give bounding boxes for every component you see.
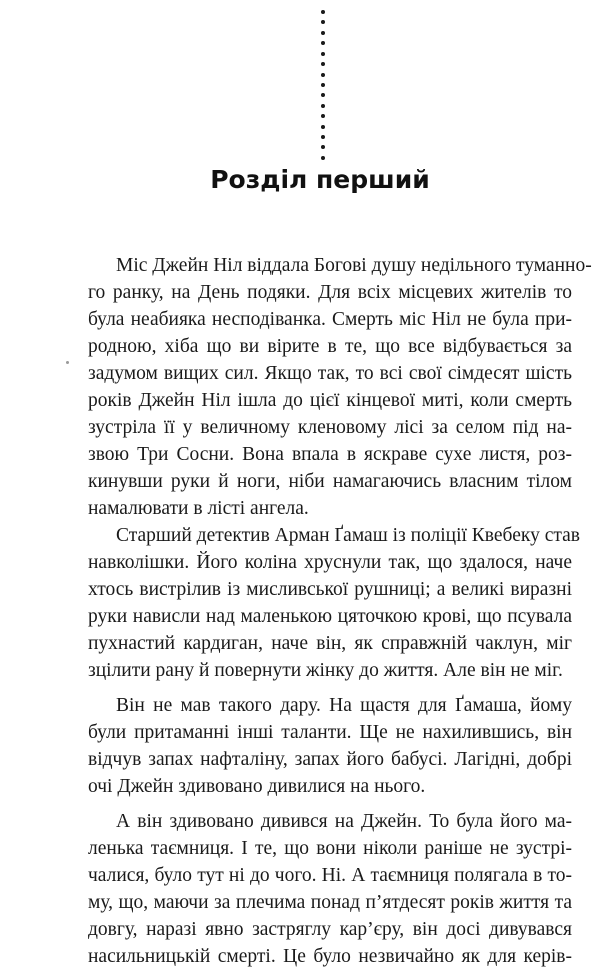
text-line: насильницькій смерті. Це було незвичайно як для керів- [88,946,572,967]
text-line: зустріла її у величному кленовому лісі за селом під на- [88,417,572,438]
text-line: намалювати в лісті ангела. [88,498,309,519]
dot [321,83,325,87]
text-line: була неабияка несподіванка. Смерть міс Ніл не була при- [88,309,572,330]
paragraph-gap [88,684,572,692]
dot [321,73,325,77]
dot [321,20,325,24]
dot [321,41,325,45]
text-line: зцілити рану й повернути жінку до життя. Але він не міг. [88,660,563,681]
dot [321,104,325,108]
dot [321,31,325,35]
text-line: навколішки. Його коліна хруснули так, що здалося, наче [88,552,572,573]
dot [321,10,325,14]
text-line: Він не мав такого дару. На щастя для Ґамаша, йому [116,695,572,716]
chapter-title: Розділ перший [210,165,430,194]
text-line: Старший детектив Арман Ґамаш із поліції Квебеку став [116,525,580,546]
paragraph-gap [88,800,572,808]
dot [321,135,325,139]
text-line: му, що, маючи за плечима понад п’ятдесят років життя та [88,892,572,913]
dot [321,62,325,66]
text-line: А він здивовано дивився на Джейн. То була його ма- [116,811,572,832]
text-line: років Джейн Ніл ішла до цієї кінцевої миті, коли смерть [88,390,572,411]
text-line: довгу, наразі явно застряглу кар’єру, він досі дивувався [88,919,572,940]
text-line: Міс Джейн Ніл віддала Богові душу недільного туманно- [116,255,592,276]
text-line: го ранку, на День подяки. Для всіх місцевих жителів то [88,282,572,303]
text-line: руки нависли над маленькою цяточкою крові, що псувала [88,606,572,627]
decorative-dotted-line [320,10,326,160]
body-text [88,252,592,970]
text-line: були притаманні інші таланти. Ще не нахилившись, він [88,722,572,743]
text-line: звою Три Сосни. Вона впала в яскраве сухе листя, роз- [88,444,572,465]
text-line: відчув запах нафталіну, запах його бабусі. Лагідні, добрі [88,749,572,770]
text-line: хтось вистрілив із мисливської рушниці; а великі виразні [88,579,572,600]
text-line: очі Джейн здивовано дивилися на нього. [88,776,426,797]
text-line: задумом вищих сил. Якщо так, то всі свої сімдесят шість [88,363,572,384]
dot [321,93,325,97]
text-line: чалися, було тут ні до чого. Ні. А таємниця полягала в то- [88,865,572,886]
text-line: родною, хіба що ви вірите в те, що все відбувається за [88,336,572,357]
print-speck [66,361,69,364]
dot [321,52,325,56]
text-line: кинувши руки й ноги, ніби намагаючись власним тілом [88,471,572,492]
text-line: ленька таємниця. І те, що вони ніколи раніше не зустрі- [88,838,572,859]
dot [321,125,325,129]
dot [321,114,325,118]
dot [321,145,325,149]
text-line: пухнастий кардиган, наче він, як справжній чаклун, міг [88,633,572,654]
